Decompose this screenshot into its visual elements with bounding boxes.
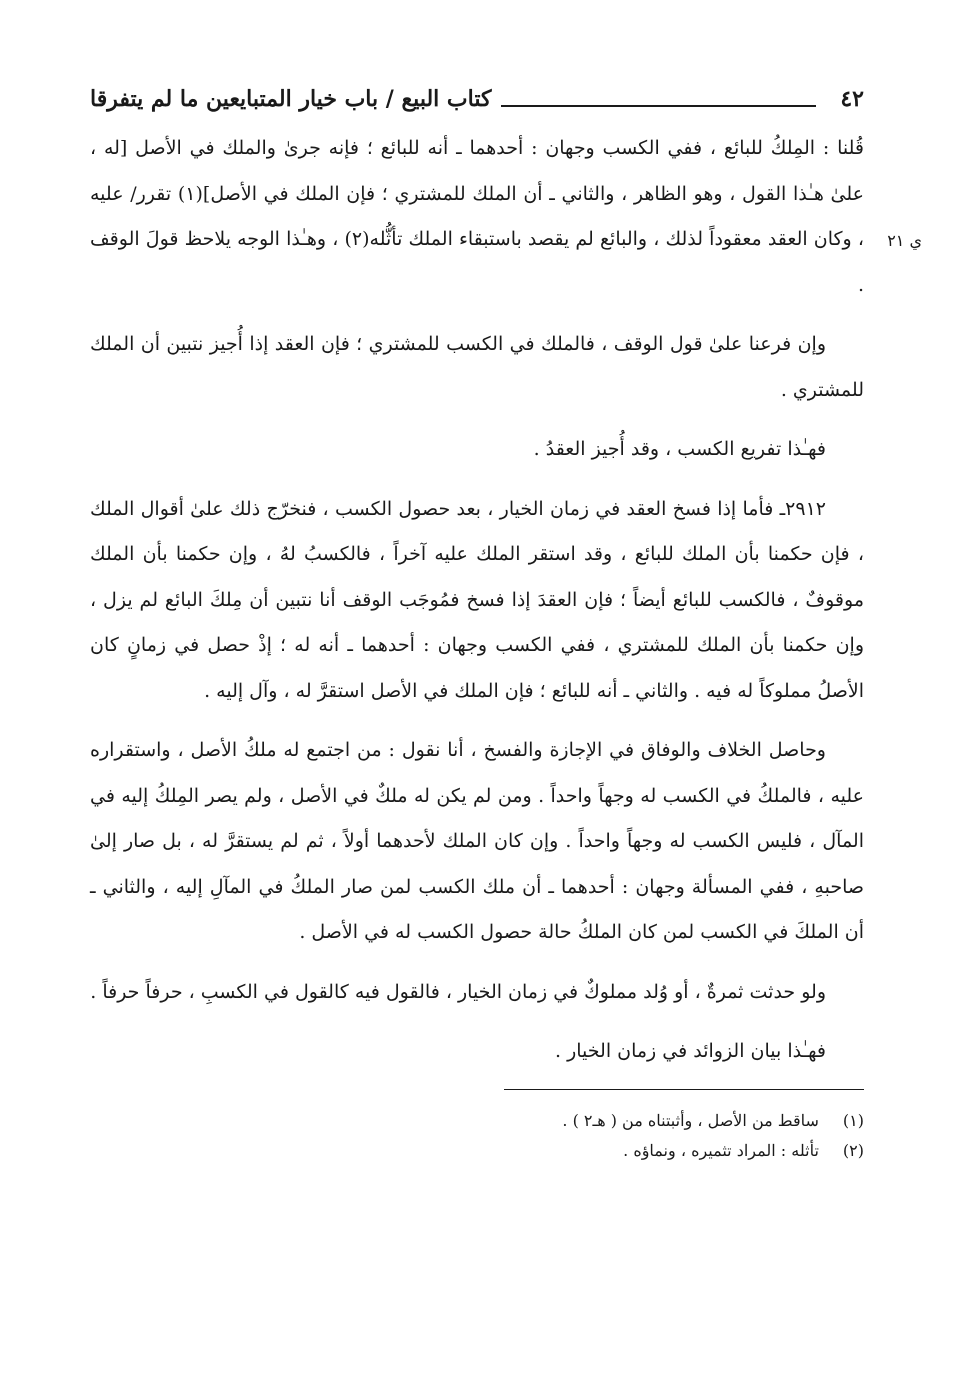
page-header (90, 86, 864, 126)
footnote-text: تأثله : المراد تثميره ، ونماؤه . (623, 1140, 819, 1160)
footnote-number: (١) (842, 1110, 864, 1130)
header-rule (501, 105, 816, 107)
footnotes (90, 1106, 864, 1166)
footnote (90, 1106, 864, 1136)
page-number: ٤٢ (840, 86, 864, 112)
body-text (90, 126, 922, 1075)
paragraph: وحاصل الخلاف والوفاق في الإجازة والفسخ ، أنا نقول : من اجتمع له ملكُ الأصل ، واستقراره عليه ، فالملكُ في الكسب له وجهاً واحداً . ومن لم يكن له ملكٌ في الأصل ، ولم يصر المِلكُ إليه في المآل ، فليس الكسب له وجهاً واحداً . وإن كان الملك لأحدهما أولاً ، ثم لم يستقرَّ له ، بل صار إلىٰ صاحبهِ ، ففي المسألة وجهان : أحدهما ـ أن ملك الكسب لمن صار الملكُ في المآلِ إليه ، والثاني ـ أن الملكَ في الكسب لمن كان الملكُ حالة حصول الكسب له في الأصل . (90, 739, 864, 943)
paragraph: وإن فرعنا علىٰ قول الوقف ، فالملك في الكسب للمشتري ؛ فإن العقد إذا أُجيز نتبين أن الملك للمشتري . (90, 333, 864, 401)
paragraph: ولو حدثت ثمرةٌ ، أو وُلد مملوكٌ في زمان الخيار ، فالقول فيه كالقول في الكسبِ ، حرفاً حرفاً . (90, 980, 826, 1003)
paragraph: ٢٩١٢ـ فأما إذا فسخ العقد في زمان الخيار ، بعد حصول الكسب ، فنخرّج ذلك علىٰ أقوال الملك ، فإن حكمنا بأن الملك للبائع ، وقد استقر الملك عليه آخراً ، فالكسبُ لهُ ، وإن حكمنا بأن الملك موقوفٌ ، فالكسب للبائع أيضاً ؛ فإن العقدَ إذا فسخ فمُوجَب الوقف أنا نتبين أن مِلكَ البائع لم يزل ، وإن حكمنا بأن الملك للمشتري ، ففي الكسب وجهان : أحدهما ـ أنه له ؛ إذْ حصل في زمانٍ كان الأصلُ مملوكاً له فيه . والثاني ـ أنه للبائع ؛ فإن الملك في الأصل استقرَّ له ، وآل إليه . (90, 497, 864, 702)
paragraph (90, 126, 922, 308)
footnote-separator (504, 1089, 864, 1090)
paragraph: فهـٰذا بيان الزوائد في زمان الخيار . (554, 1040, 826, 1062)
footnote-number: (٢) (842, 1140, 864, 1160)
margin-reference: ي ٢١ (887, 231, 922, 250)
footnote (90, 1136, 864, 1166)
running-title: كتاب البيع / باب خيار المتبايعين ما لم يتفرقا (90, 86, 492, 112)
paragraph: فهـٰذا تفريع الكسب ، وقد أُجيز العقدُ . (533, 438, 826, 460)
paragraph-text: قُلنا : المِلكُ للبائع ، ففي الكسب وجهان : أحدهما ـ أنه للبائع ؛ فإنه جرىٰ والملك في الأصل [له ، علىٰ هـٰذا القول ، وهو الظاهر ، والثاني ـ أن الملك للمشتري ؛ فإن الملك في الأصل](١) تقرر/ عليه ، وكان العقد معقوداً لذلك ، والبائع لم يقصد باستبقاء الملك تأثُّله(٢) ، وهـٰذا الوجه يلاحظ قولَ الوقف . (90, 137, 865, 296)
footnote-text: ساقط من الأصل ، وأثبتناه من ( هـ٢ ) . (562, 1110, 819, 1130)
